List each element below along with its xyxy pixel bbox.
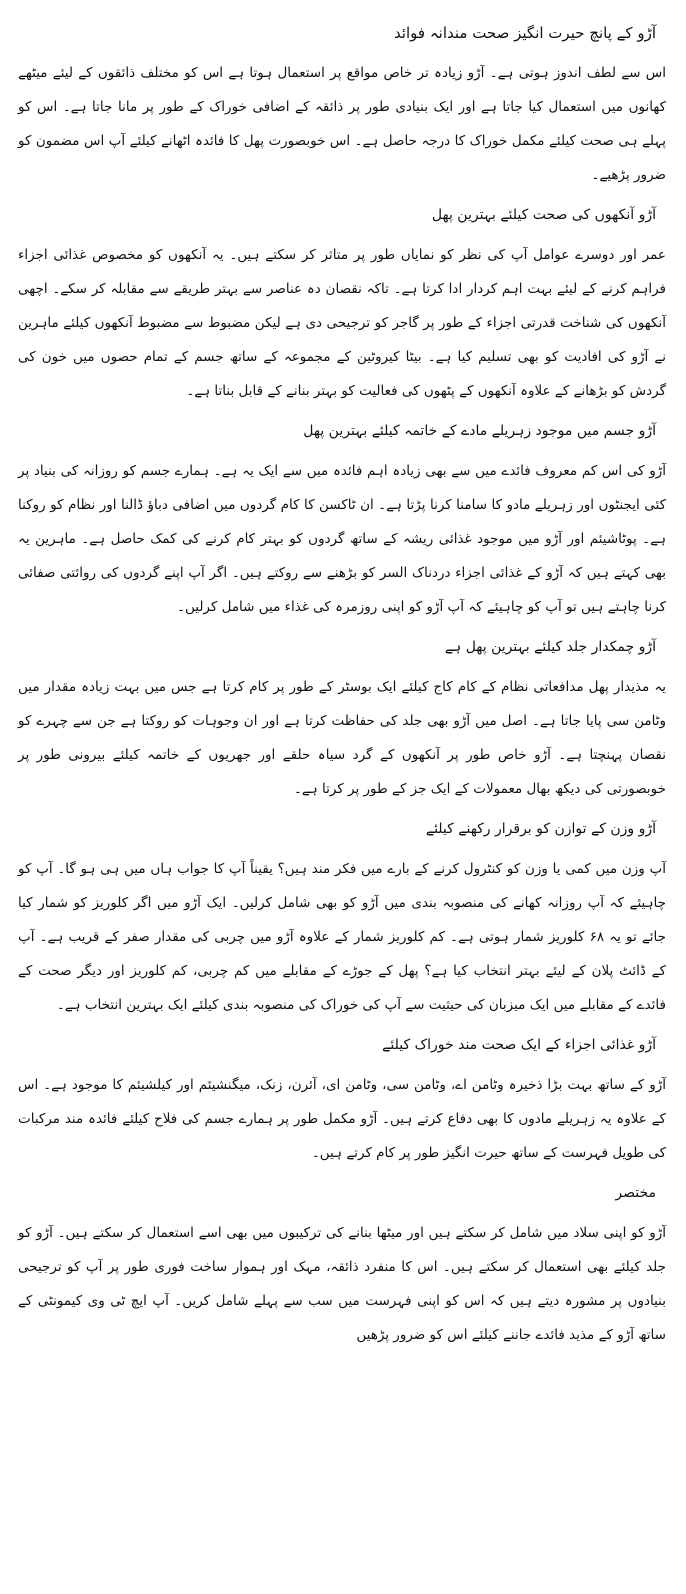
paragraph-detox: آڑو کی اس کم معروف فائدے میں سے بھی زیادہ اہم فائدہ میں سے ایک یہ ہے۔ ہمارے جسم کو روزانہ کی بنیاد پر کئی ایجنٹوں اور زہریلے مادو کا سامنا کرنا پڑتا ہے۔ ان ٹاکسن کا کام گردوں میں اضافی دباؤ ڈالنا اور نظام کو روکنا ہے۔ پوٹاشیئم اور آڑو میں موجود غذائی ریشہ کے ساتھ گردوں کو بہتر کام کرنے کی کمک حاصل ہے۔ ماہرین یہ بھی کہتے ہیں کہ آڑو کے غذائی اجزاء دردناک السر کو بڑھنے سے روکتے ہیں۔ اگر آپ اپنے گردوں کی روائتی صفائی کرنا چاہتے ہیں تو آپ کو چاہیئے کہ آپ آڑو کو اپنی روزمرہ کی غذاء میں شامل کرلیں۔ [18,463,666,615]
paragraph-skin: یہ مذیدار پھل مدافعاتی نظام کے کام کاج کیلئے ایک بوسٹر کے طور پر کام کرتا ہے جس میں بہت زیادہ مقدار میں وٹامن سی پایا جاتا ہے۔ اصل میں آڑو بھی جلد کی حفاظت کرتا ہے اور ان وجوہات کو روکتا ہے جن سے چہرے کو نقصان پہنچتا ہے۔ آڑو خاص طور پر آنکھوں کے گرد سیاہ حلقے اور جھریوں کے خاتمہ کیلئے بیرونی طور پر خوبصورتی کی دیکھ بھال معمولات کے ایک جز کے طور پر کرتا ہے۔ [18,679,666,797]
paragraph-weight: آپ وزن میں کمی یا وزن کو کنٹرول کرنے کے بارے میں فکر مند ہیں؟ یقیناً آپ کا جواب ہاں میں ہی ہو گا۔ آپ کو چاہیئے کہ آپ روزانہ کھانے کی منصوبہ بندی میں آڑو کو بھی شامل کرلیں۔ ایک آڑو میں اگر کلوریز کو شمار کیا جائے تو یہ ۶۸ کلوریز شمار ہوتی ہے۔ کم کلوریز شمار کے علاوہ آڑو میں چربی کی مقدار صفر کے قریب ہے۔ آپ کے ڈائٹ پلان کے لیئے بہتر انتخاب کیا ہے؟ پھل کے جوڑے کے مقابلے میں کم چربی، کم کلوریز اور دیگر صحت کے فائدے کے مقابلے میں ایک میزبان کی حیثیت سے آپ کی خوراک کی منصوبہ بندی کیلئے ایک بہترین انتخاب ہے۔ [18,861,666,1013]
paragraph-eye-health: عمر اور دوسرے عوامل آپ کی نظر کو نمایاں طور پر متاثر کر سکتے ہیں۔ یہ آنکھوں کو مخصوص غذائی اجزاء فراہم کرنے کے لیئے بہت اہم کردار ادا کرتا ہے۔ تاکہ نقصان دہ عناصر سے بہتر طریقے سے مقابلہ کر سکے۔ اچھی آنکھوں کی شناخت قدرتی اجزاء کے طور پر گاجر کو ترجیحی دی ہے لیکن مضبوط سے مضبوط آنکھوں کیلئے ماہرین نے آڑو کی افادیت کو بھی تسلیم کیا ہے۔ بیٹا کیروٹین کے مجموعہ کے ساتھ جسم کے تمام حصوں میں خون کی گردش کو بڑھانے کے علاوہ آنکھوں کے پٹھوں کی فعالیت کو بہتر بنانے کے قابل بناتا ہے۔ [18,247,666,399]
heading-summary: مختصر [615,1185,656,1201]
paragraph-summary: آڑو کو اپنی سلاد میں شامل کر سکتے ہیں اور میٹھا بنانے کی ترکیبوں میں بھی اسے استعمال کر سکتے ہیں۔ آڑو کو جلد کیلئے بھی استعمال کر سکتے ہیں۔ اس کا منفرد ذائقہ، مہک اور ہموار ساخت فوری طور پر آپ کو ترجیحی بنیادوں پر مشورہ دیتے ہیں کہ اس کو اپنی فہرست میں سب سے پہلے شامل کریں۔ آپ ایچ ٹی وی کیمونٹی کے ساتھ آڑو کے مذید فائدے جاننے کیلئے اس کو ضرور پڑھیں [18,1225,666,1343]
heading-nutrients: آڑو غذائی اجزاء کے ایک صحت مند خوراک کیلئے [382,1037,656,1053]
article-title: آڑو کے پانچ حیرت انگیز صحت مندانہ فوائد [393,24,656,42]
heading-eye-health: آڑو آنکھوں کی صحت کیلئے بہترین پھل [431,207,656,223]
heading-weight: آڑو وزن کے توازن کو برقرار رکھنے کیلئے [425,821,656,837]
heading-detox: آڑو جسم میں موجود زہریلے مادے کے خاتمہ کیلئے بہترین پھل [303,423,656,439]
heading-skin: آڑو چمکدار جلد کیلئے بہترین پھل ہے [444,639,656,655]
intro-paragraph: اس سے لطف اندوز ہوتی ہے۔ آڑو زیادہ تر خاص مواقع پر استعمال ہوتا ہے اس کو مختلف ذائقوں کے لیئے میٹھے کھانوں میں استعمال کیا جاتا ہے اور ایک بنیادی طور پر ذائقہ کے اضافی خوراک کے طور پر مانا جاتا ہے۔ اس کو پہلے ہی صحت کیلئے مکمل خوراک کا درجہ حاصل ہے۔ اس خوبصورت پھل کا فائدہ اٹھانے کیلئے آپ اس مضمون کو ضرور پڑھیے۔ [18,65,666,183]
paragraph-nutrients: آڑو کے ساتھ بہت بڑا ذخیرہ وٹامن اے، وٹامن سی، وٹامن ای، آئرن، زنک، میگنشیئم اور کیلشیئم کا موجود ہے۔ اس کے علاوہ یہ زہریلے مادوں کا بھی دفاع کرتے ہیں۔ آڑو مکمل طور پر ہمارے جسم کی فلاح کیلئے فائدہ مند مرکبات کی طویل فہرست کے ساتھ حیرت انگیز طور پر کام کرتے ہیں۔ [18,1077,666,1161]
